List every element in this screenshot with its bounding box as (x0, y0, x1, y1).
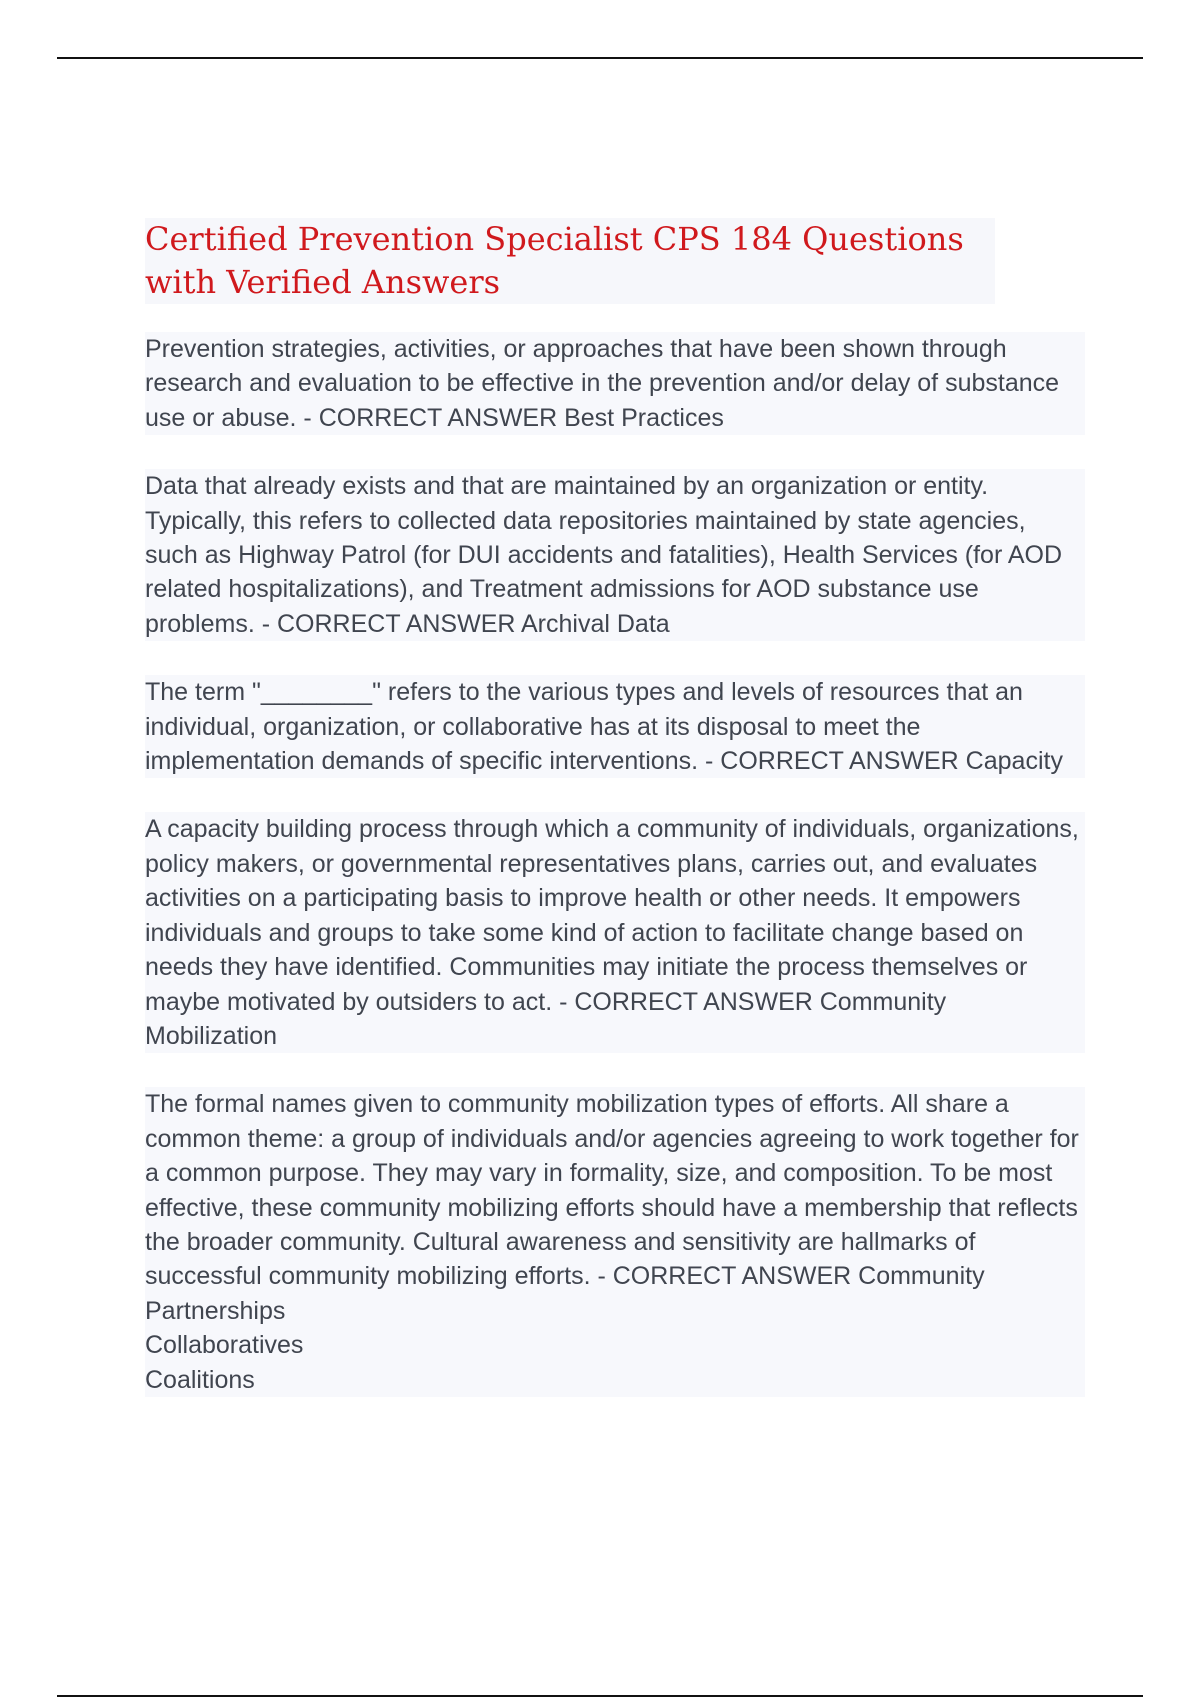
top-rule (57, 57, 1143, 59)
qa-entry-capacity: The term "________" refers to the various types and levels of resources that an individual, organization, or collaborative has at its disposal to meet the implementation demands of specific interventions. - CORRECT ANSWER Capacity (145, 675, 1085, 778)
qa-entry-text: The formal names given to community mobilization types of efforts. All share a common theme: a group of individuals and/or agencies agreeing to work together for a common purpose. They may vary in formality, size, and composition. To be most effective, these community mobilizing efforts should have a membership that reflects the broader community. Cultural awareness and sensitivity are hallmarks of successful community mobilizing efforts. - CORRECT ANSWER Community Partnerships (145, 1090, 1079, 1325)
answer-line-collaboratives: Collaboratives (145, 1331, 304, 1360)
qa-entry-community-partnerships (145, 1087, 1085, 1397)
answer-line-coalitions: Coalitions (145, 1365, 255, 1394)
qa-entry-archival-data: Data that already exists and that are maintained by an organization or entity. Typically, this refers to collected data repositories maintained by state agencies, such as Highway Patrol (for DUI accidents and fatalities), Health Services (for AOD related hospitalizations), and Treatment admissions for AOD substance use problems. - CORRECT ANSWER Archival Data (145, 469, 1085, 641)
document-title: Certified Prevention Specialist CPS 184 Questions with Verified Answers (145, 218, 995, 304)
qa-entry-best-practices: Prevention strategies, activities, or approaches that have been shown through research and evaluation to be effective in the prevention and/or delay of substance use or abuse. - CORRECT ANSWER Best Practices (145, 332, 1085, 435)
document-body (145, 218, 1095, 1431)
qa-entry-community-mobilization: A capacity building process through which a community of individuals, organizations, policy makers, or governmental representatives plans, carries out, and evaluates activities on a participating basis to improve health or other needs. It empowers individuals and groups to take some kind of action to facilitate change based on needs they have identified. Communities may initiate the process themselves or maybe motivated by outsiders to act. - CORRECT ANSWER Community Mobilization (145, 812, 1085, 1053)
bottom-rule (57, 1695, 1143, 1697)
